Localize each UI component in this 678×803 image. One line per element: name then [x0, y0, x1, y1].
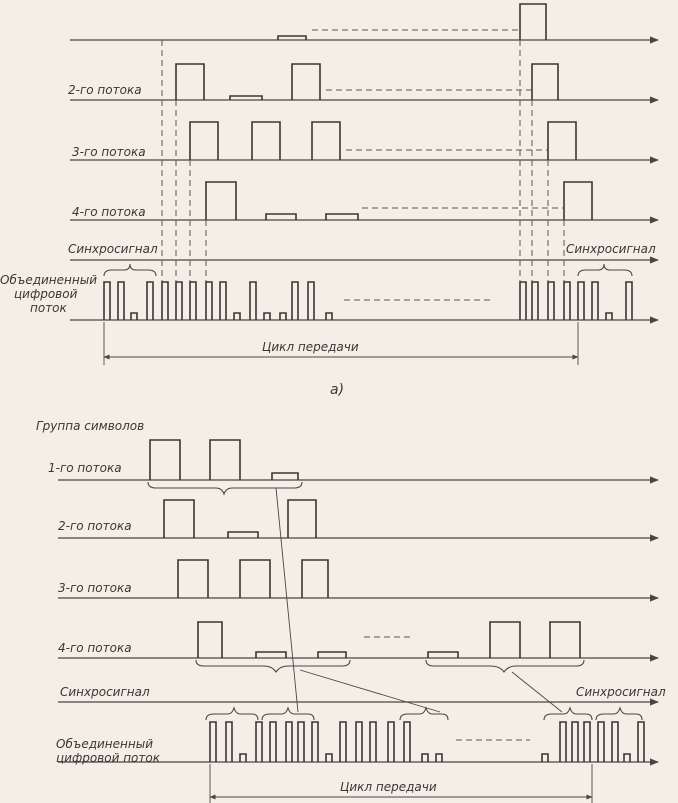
combined-b-pulses — [210, 722, 644, 762]
guides-a — [162, 40, 564, 320]
label-b-stream2: 2-го потока — [58, 519, 132, 533]
stream1-a-pulses — [278, 4, 546, 40]
stream3-a-pulses — [190, 122, 576, 160]
label-b-combined-2: цифровой поток — [56, 751, 160, 765]
label-a-stream3: 3-го потока — [72, 145, 146, 159]
label-a-combined-2: цифровой — [14, 287, 78, 301]
label-b-sync-right: Синхросигнал — [576, 685, 666, 699]
brace-b-stream4-right — [426, 660, 584, 672]
label-a-combined-3: поток — [30, 301, 67, 315]
brace-b-stream4-left — [196, 660, 350, 672]
brace-a-sync-right — [578, 264, 632, 276]
brace-b-stream1 — [148, 482, 302, 494]
stream4-a-pulses — [206, 182, 592, 220]
stream1-b-pulses — [150, 440, 298, 480]
stream4-b-pulses — [198, 622, 580, 658]
combined-a-pulses — [104, 282, 632, 320]
stream3-b-pulses — [178, 560, 328, 598]
label-b-combined-1: Объединенный — [56, 737, 153, 751]
cycle-a-label: Цикл передачи — [262, 340, 359, 354]
label-a-sync-right: Синхросигнал — [566, 242, 656, 256]
label-a-stream4: 4-го потока — [72, 205, 146, 219]
label-b-sync: Синхросигнал — [60, 685, 150, 699]
part-a-label: а) — [330, 382, 345, 398]
stream2-b-pulses — [164, 500, 316, 538]
label-a-combined-1: Объединенный — [0, 273, 97, 287]
label-b-stream1: 1-го потока — [48, 461, 122, 475]
label-a-stream2: 2-го потока — [68, 83, 142, 97]
connectors-b — [276, 488, 562, 712]
brace-a-sync-left — [104, 264, 156, 276]
cycle-b-label: Цикл передачи — [340, 780, 437, 794]
braces-b-combined — [206, 708, 642, 720]
stream2-a-pulses — [176, 64, 558, 100]
label-b-stream4: 4-го потока — [58, 641, 132, 655]
label-b-stream3: 3-го потока — [58, 581, 132, 595]
part-a — [0, 4, 658, 398]
label-b-group: Группа символов — [36, 419, 145, 433]
label-a-sync: Синхросигнал — [68, 242, 158, 256]
part-b — [36, 419, 666, 803]
